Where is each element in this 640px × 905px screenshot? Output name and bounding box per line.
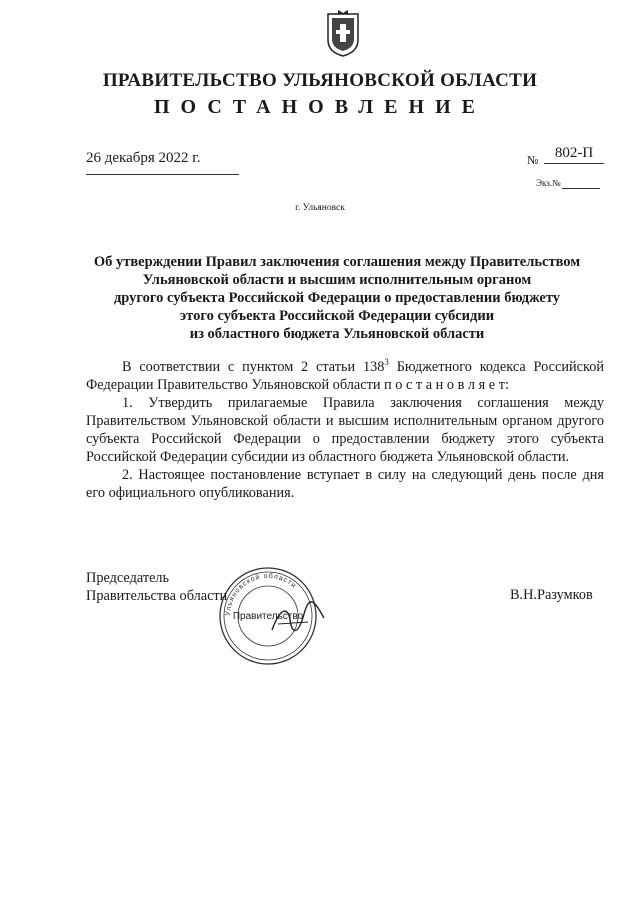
title-line: другого субъекта Российской Федерации о предоставлении бюджету [113,290,561,306]
signatory-name: В.Н.Разумков [510,587,593,603]
document-date: 26 декабря 2022 г. [86,150,201,166]
document-type: ПОСТАНОВЛЕНИЕ [154,96,486,118]
paragraph-item-2: 2. Настоящее постановление вступает в силу на следующий день после дня его официального опубликования. [86,466,604,501]
svg-text:Ульяновской области: Ульяновской области [224,572,298,617]
number-sign: № [527,153,539,167]
document-title [70,253,604,343]
document-number: 802-П [544,145,604,164]
copy-label: Экз.№ [536,178,561,188]
city: г. Ульяновск [295,203,345,213]
handwritten-signature [268,600,328,640]
title-line: Об утверждении Правил заключения соглашения между Правительством [93,254,581,270]
signatory-position: Председатель Правительства области [86,570,228,604]
date-underline [86,174,239,175]
coat-of-arms-icon [326,10,360,58]
paragraph-item-1: 1. Утвердить прилагаемые Правила заключения соглашения между Правительством Ульяновской области и высшим исполнительным органом другого субъекта Российской Федерации о предоставлении бюджету этого субъекта Российской Федерации субсидии из областного бюджета Ульяновской области. [86,394,604,465]
title-line: Ульяновской области и высшим исполнительным органом [142,272,532,288]
title-line: из областного бюджета Ульяновской области [189,326,485,342]
article-superscript: 3 [384,357,389,367]
title-line: этого субъекта Российской Федерации субсидии [179,308,495,324]
document-body [86,353,604,502]
organization-name: ПРАВИТЕЛЬСТВО УЛЬЯНОВСКОЙ ОБЛАСТИ [102,70,538,91]
copy-underline [562,188,600,189]
paragraph-preamble: В соответствии с пунктом 2 статьи $138^3$ Бюджетного кодекса Российской Федерации Правительство Ульяновской области п о с т а н о в л я е т: [86,357,604,393]
svg-text:Правительство: Правительство [232,611,304,622]
